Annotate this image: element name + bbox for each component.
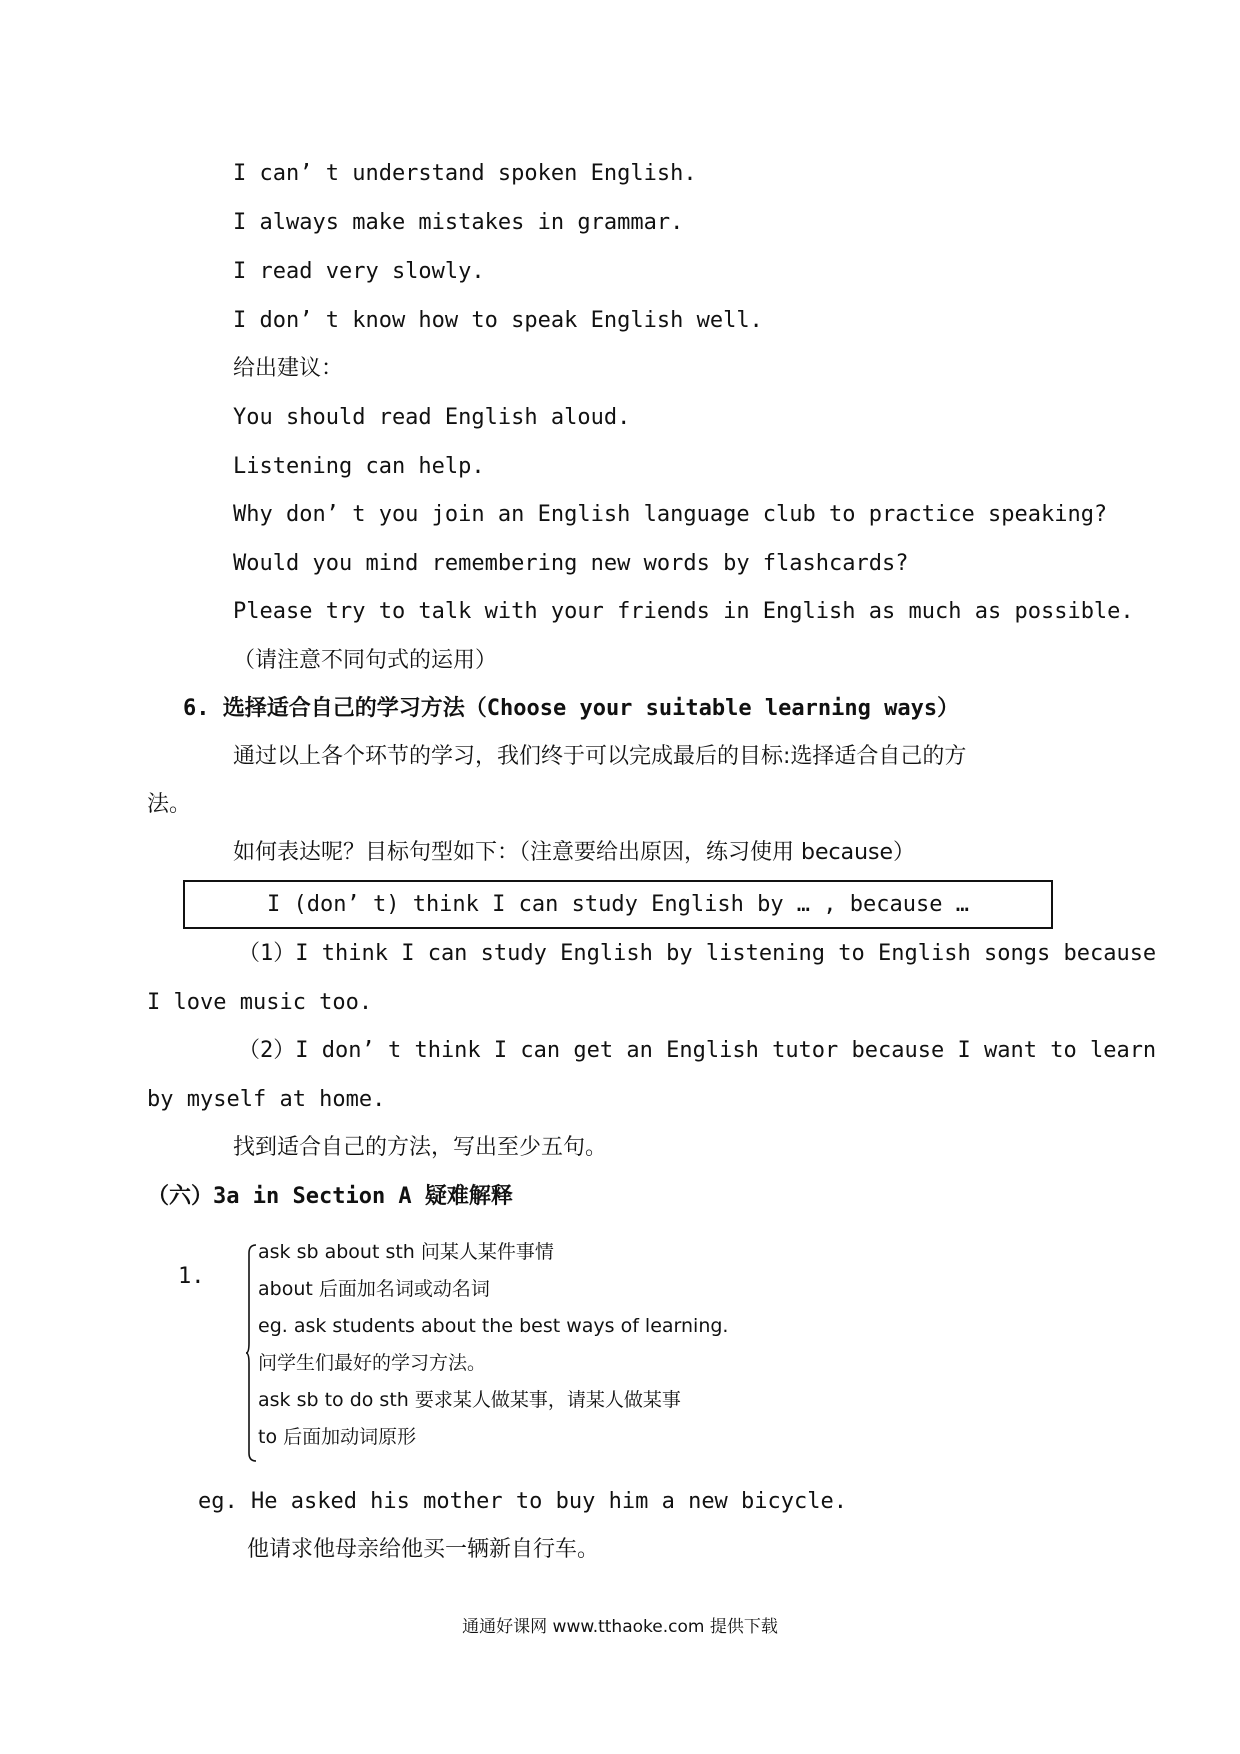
complaint-line: I don’ t know how to speak English well. bbox=[233, 308, 763, 333]
usage-note: （请注意不同句式的运用） bbox=[233, 648, 498, 673]
note-line: ask sb about sth 问某人某件事情 bbox=[258, 1241, 554, 1263]
section-6-intro-cont: 法。 bbox=[147, 792, 192, 817]
section-six-heading: （六）3a in Section A 疑难解释 bbox=[147, 1184, 513, 1209]
section-6-intro: 通过以上各个环节的学习，我们终于可以完成最后的目标:选择适合自己的方 bbox=[233, 744, 967, 769]
target-pattern-box bbox=[183, 880, 1053, 929]
advice-line: You should read English aloud. bbox=[233, 405, 631, 430]
note-line: eg. ask students about the best ways of learning. bbox=[258, 1315, 729, 1337]
section-6-how-to: 如何表达呢？目标句型如下：（注意要给出原因，练习使用 because） bbox=[233, 840, 916, 865]
complaint-line: I always make mistakes in grammar. bbox=[233, 210, 684, 235]
note-line: ask sb to do sth 要求某人做某事，请某人做某事 bbox=[258, 1389, 681, 1411]
example-translation: 他请求他母亲给他买一辆新自行车。 bbox=[247, 1537, 600, 1562]
item-number: 1. bbox=[178, 1264, 205, 1289]
advice-line: Why don’ t you join an English language club to practice speaking? bbox=[233, 502, 1108, 527]
advice-heading: 给出建议： bbox=[233, 356, 344, 381]
page-footer: 通通好课网 www.tthaoke.com 提供下载 bbox=[462, 1617, 778, 1637]
note-line: to 后面加动词原形 bbox=[258, 1426, 417, 1448]
section-6-task: 找到适合自己的方法，写出至少五句。 bbox=[233, 1135, 608, 1160]
complaint-line: I read very slowly. bbox=[233, 259, 485, 284]
example-sentence: eg. He asked his mother to buy him a new bicycle. bbox=[198, 1489, 848, 1514]
example-2-cont: by myself at home. bbox=[147, 1087, 386, 1112]
example-2: （2）I don’ t think I can get an English tutor because I want to learn bbox=[238, 1038, 1157, 1063]
example-1: （1）I think I can study English by listening to English songs because bbox=[238, 941, 1157, 966]
note-line: about 后面加名词或动名词 bbox=[258, 1278, 490, 1300]
complaint-line: I can’ t understand spoken English. bbox=[233, 161, 697, 186]
target-pattern: I (don’ t) think I can study English by … , because … bbox=[267, 892, 969, 917]
advice-line: Listening can help. bbox=[233, 454, 485, 479]
advice-line: Would you mind remembering new words by flashcards? bbox=[233, 551, 909, 576]
note-line: 问学生们最好的学习方法。 bbox=[258, 1352, 487, 1374]
section-6-heading: 6. 选择适合自己的学习方法（Choose your suitable learning ways） bbox=[183, 696, 960, 721]
advice-line: Please try to talk with your friends in English as much as possible. bbox=[233, 599, 1134, 624]
left-brace bbox=[245, 1243, 257, 1463]
example-1-cont: I love music too. bbox=[147, 990, 373, 1015]
